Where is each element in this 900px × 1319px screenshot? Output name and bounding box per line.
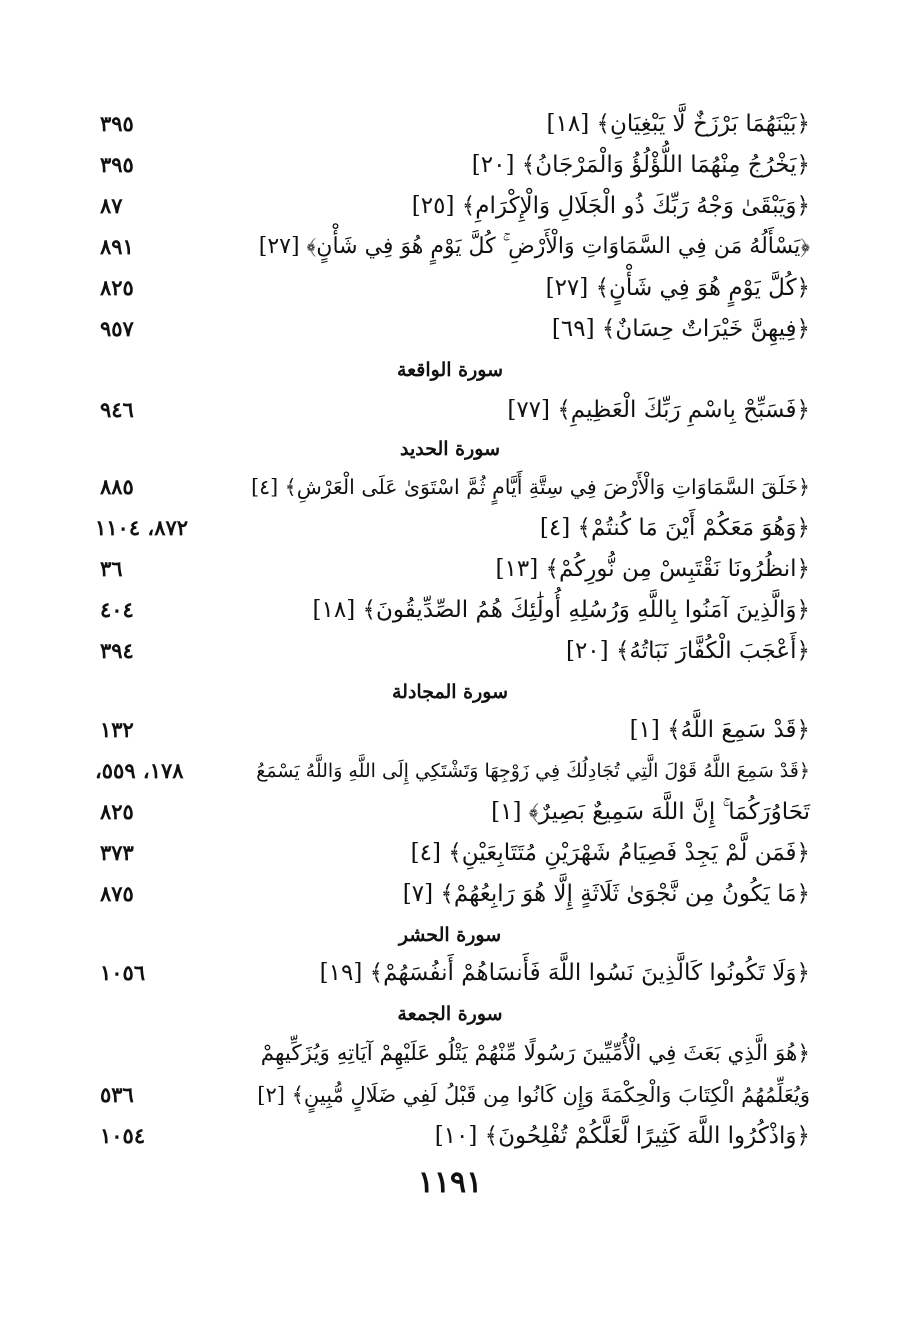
page-reference: ٣٦ — [100, 556, 123, 581]
index-entry — [100, 268, 810, 308]
verse-text: ﴿مَا يَكُونُ مِن نَّجْوَىٰ ثَلَاثَةٍ إِلَّا هُوَ رَابِعُهُمْ﴾ [٧] — [402, 881, 810, 907]
surah-heading: سورة الحديد — [399, 438, 501, 460]
verse-text: ﴿بَيْنَهُمَا بَرْزَخٌ لَّا يَبْغِيَانِ﴾ [١٨] — [546, 111, 810, 137]
index-entry — [100, 833, 810, 873]
page-reference: ١٧٨، ٥٥٩، — [95, 758, 184, 783]
page-reference: ٣٩٥ — [100, 111, 134, 136]
index-entry — [100, 186, 810, 226]
surah-heading: سورة الواقعة — [396, 359, 504, 381]
index-entry — [95, 508, 810, 548]
index-entry — [100, 145, 810, 185]
page-reference: ٨٧٥ — [100, 881, 134, 906]
page-reference: ٣٩٤ — [100, 638, 134, 663]
verse-text: ﴿وَلَا تَكُونُوا كَالَّذِينَ نَسُوا اللَّهَ فَأَنسَاهُمْ أَنفُسَهُمْ﴾ [١٩] — [319, 960, 810, 986]
index-entry — [100, 792, 810, 832]
page-reference: ٣٧٣ — [100, 840, 134, 865]
surah-heading: سورة الجمعة — [397, 1003, 503, 1025]
verse-text: ﴿انظُرُونَا نَقْتَبِسْ مِن نُّورِكُمْ﴾ [١٣] — [495, 556, 810, 582]
verse-text: ﴿وَالَّذِينَ آمَنُوا بِاللَّهِ وَرُسُلِهِ أُولَٰئِكَ هُمُ الصِّدِّيقُونَ﴾ [١٨] — [312, 597, 810, 623]
page-reference: ١٠٥٦ — [100, 960, 146, 985]
surah-heading: سورة المجادلة — [391, 681, 509, 703]
verse-text: وَيُعَلِّمُهُمُ الْكِتَابَ وَالْحِكْمَةَ وَإِن كَانُوا مِن قَبْلُ لَفِي ضَلَالٍ مُّبِينٍ﴾ [٢] — [257, 1083, 810, 1107]
verse-text: ﴿فَسَبِّحْ بِاسْمِ رَبِّكَ الْعَظِيمِ﴾ [٧٧] — [507, 397, 810, 423]
page-reference: ٩٥٧ — [100, 316, 134, 341]
verse-text: ﴿يَسْأَلُهُ مَن فِي السَّمَاوَاتِ وَالْأَرْضِ ۚ كُلَّ يَوْمٍ هُوَ فِي شَأْنٍ﴾ [٢٧] — [258, 234, 810, 259]
verse-text: ﴿وَهُوَ مَعَكُمْ أَيْنَ مَا كُنتُمْ﴾ [٤] — [539, 515, 810, 541]
index-entry — [100, 590, 810, 630]
page-reference: ١٣٢ — [100, 717, 134, 742]
verse-text: ﴿هُوَ الَّذِي بَعَثَ فِي الْأُمِّيِّينَ رَسُولًا مِّنْهُمْ يَتْلُو عَلَيْهِمْ آيَاتِهِ وَيُزَكِّيهِمْ — [260, 1041, 810, 1066]
verse-text: ﴿قَدْ سَمِعَ اللَّهُ﴾ [١] — [629, 717, 810, 743]
page-reference: ٣٩٥ — [100, 152, 134, 177]
surah-heading: سورة الحشر — [398, 924, 502, 946]
page-reference: ٤٠٤ — [100, 597, 134, 622]
index-entry — [100, 1034, 810, 1074]
page-number: ١١٩١ — [417, 1165, 483, 1200]
index-entry — [95, 751, 810, 791]
verse-text: ﴿فَمَن لَّمْ يَجِدْ فَصِيَامُ شَهْرَيْنِ مُتَتَابِعَيْنِ﴾ [٤] — [410, 840, 810, 866]
index-entry — [100, 1075, 810, 1115]
verse-text: ﴿خَلَقَ السَّمَاوَاتِ وَالْأَرْضَ فِي سِتَّةِ أَيَّامٍ ثُمَّ اسْتَوَىٰ عَلَى الْعَرْشِ﴾ [٤] — [251, 475, 810, 499]
index-entry — [100, 1116, 810, 1156]
index-entry — [100, 874, 810, 914]
index-entry — [100, 309, 810, 349]
page-reference: ١٠٥٤ — [100, 1123, 146, 1148]
index-entry — [100, 710, 810, 750]
page-reference: ٨٩١ — [100, 234, 134, 259]
index-entry — [100, 390, 810, 430]
page-reference: ٩٤٦ — [100, 397, 134, 422]
index-entry — [100, 549, 810, 589]
index-entry — [100, 631, 810, 671]
verse-text: تَحَاوُرَكُمَا ۚ إِنَّ اللَّهَ سَمِيعٌ بَصِيرٌ﴾ [١] — [491, 799, 810, 825]
verse-text: ﴿وَاذْكُرُوا اللَّهَ كَثِيرًا لَّعَلَّكُمْ تُفْلِحُونَ﴾ [١٠] — [434, 1123, 810, 1149]
index-entry — [100, 953, 810, 993]
page-reference: ٨٧ — [100, 193, 123, 218]
index-entry — [100, 467, 810, 507]
index-entry — [100, 227, 810, 267]
page-reference: ٨٢٥ — [100, 799, 134, 824]
page-reference: ٨٧٢، ١١٠٤ — [95, 515, 189, 540]
verse-text: ﴿أَعْجَبَ الْكُفَّارَ نَبَاتُهُ﴾ [٢٠] — [565, 638, 810, 664]
page-reference: ٨٢٥ — [100, 275, 134, 300]
verse-text: ﴿فِيهِنَّ خَيْرَاتٌ حِسَانٌ﴾ [٦٩] — [551, 316, 810, 342]
index-entry — [100, 104, 810, 144]
verse-text: ﴿يَخْرُجُ مِنْهُمَا اللُّؤْلُؤُ وَالْمَرْجَانُ﴾ [٢٠] — [471, 152, 810, 178]
verse-text: ﴿قَدْ سَمِعَ اللَّهُ قَوْلَ الَّتِي تُجَادِلُكَ فِي زَوْجِهَا وَتَشْتَكِي إِلَى اللَّهِ وَاللَّهُ يَسْمَعُ — [256, 760, 810, 782]
verse-text: ﴿كُلَّ يَوْمٍ هُوَ فِي شَأْنٍ﴾ [٢٧] — [545, 275, 810, 301]
page-reference: ٥٣٦ — [100, 1082, 134, 1107]
verse-text: ﴿وَيَبْقَىٰ وَجْهُ رَبِّكَ ذُو الْجَلَالِ وَالْإِكْرَامِ﴾ [٢٥] — [411, 193, 810, 219]
page-reference: ٨٨٥ — [100, 474, 134, 499]
